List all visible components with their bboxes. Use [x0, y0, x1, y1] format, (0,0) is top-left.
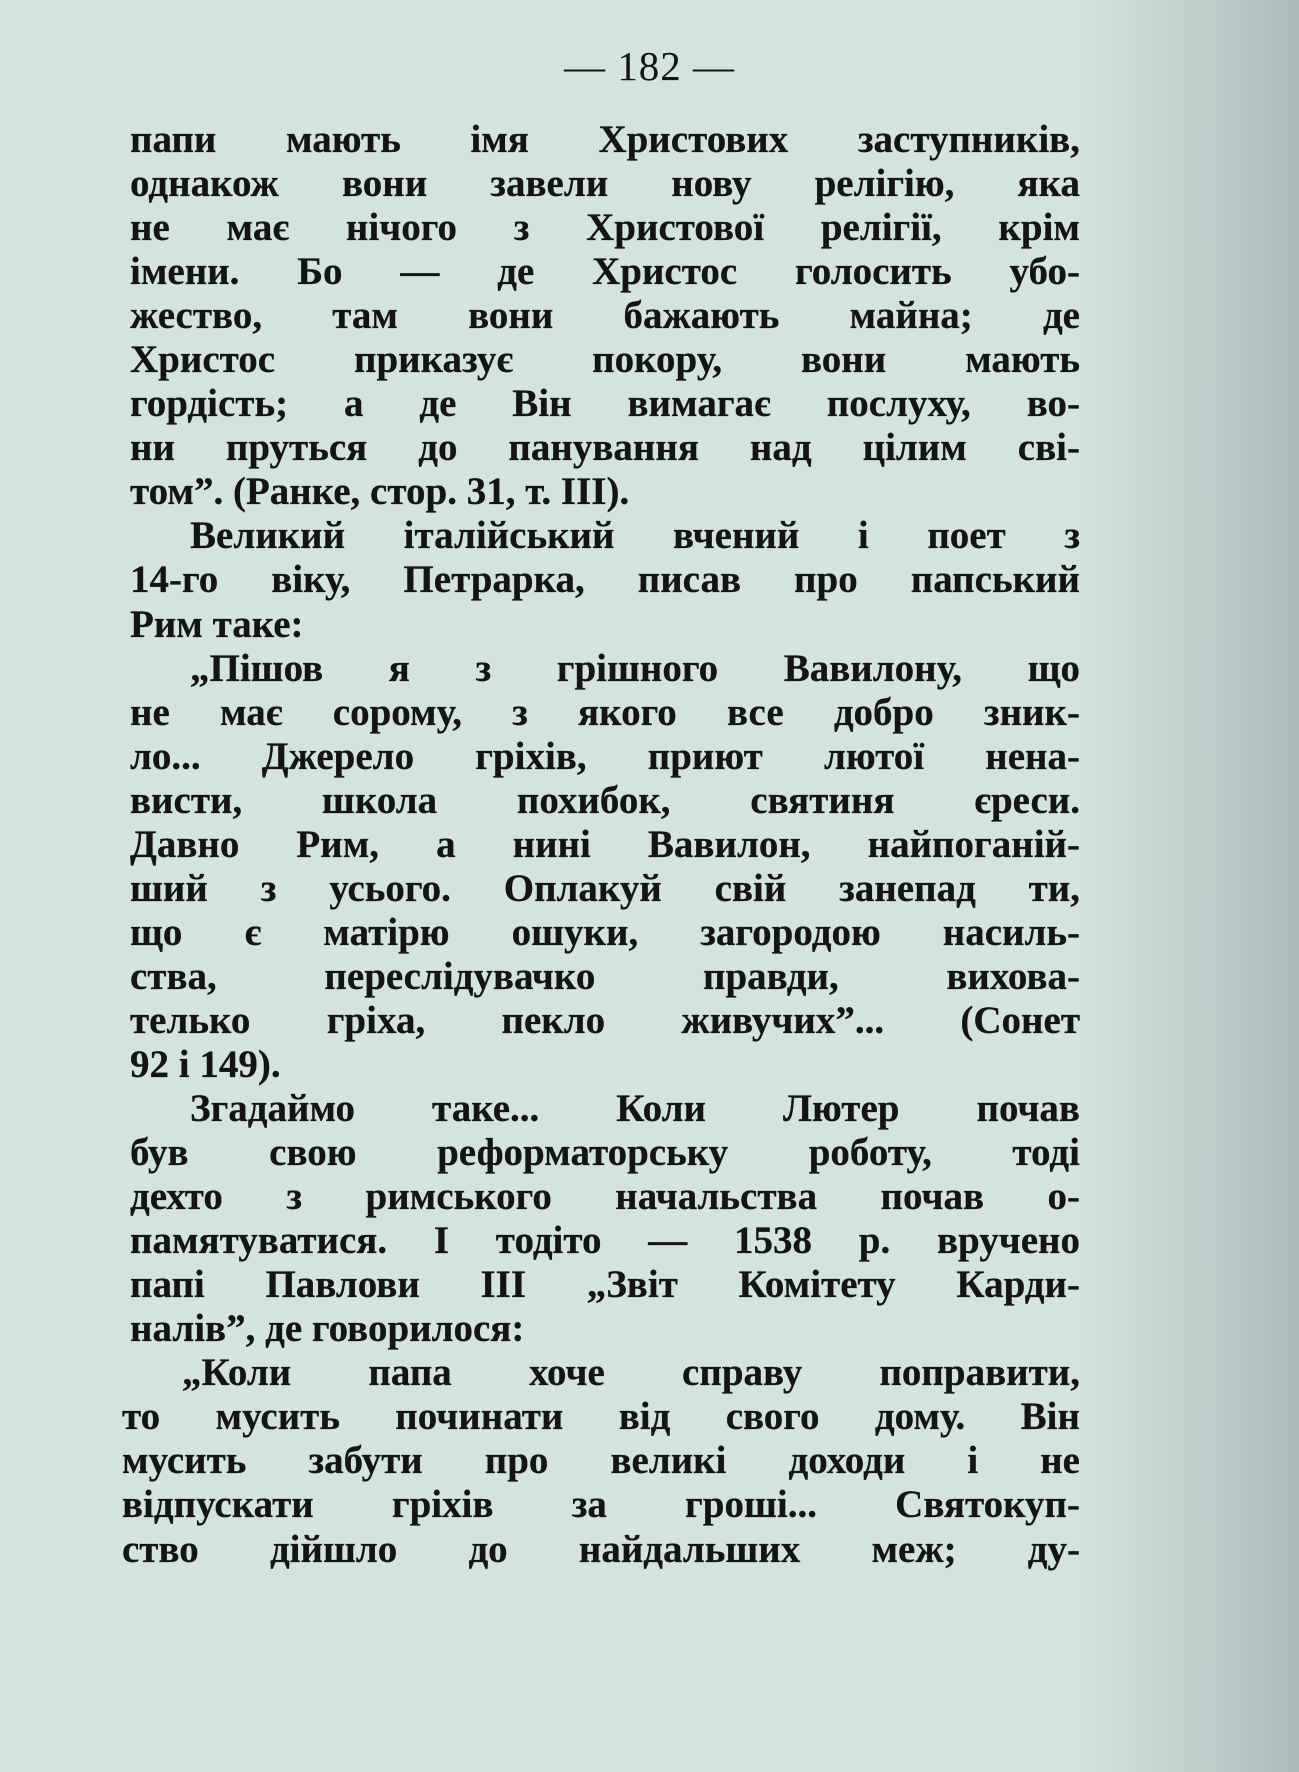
- text-line: жество, там вони бажають майна; де: [130, 294, 1080, 338]
- page-number: — 182 —: [564, 43, 735, 89]
- text-line: Згадаймо таке... Коли Лютер почав: [190, 1087, 1080, 1131]
- text-line: гордість; а де Він вимагає послуху, во-: [130, 382, 1080, 426]
- text-line: висти, школа похибок, святиня єреси.: [130, 778, 1080, 822]
- text-line: „Пішов я з грішного Вавилону, що: [190, 646, 1080, 690]
- text-line: папи мають імя Христових заступників,: [130, 118, 1080, 161]
- text-line: однакож вони завели нову релігію, яка: [130, 162, 1080, 206]
- text-line: телько гріха, пекло живучих”... (Сонет: [130, 998, 1080, 1042]
- text-line: мусить забути про великі доходи і не: [122, 1439, 1080, 1483]
- text-line: ство дійшло до найдальших меж; ду-: [122, 1527, 1080, 1571]
- text-line: Великий італійський вчений і поет з: [190, 514, 1080, 558]
- text-line: не має сорому, з якого все добро зник-: [130, 690, 1080, 734]
- text-line: том”. (Ранке, стор. 31, т. III).: [130, 470, 630, 514]
- text-line: дехто з римського начальства почав о-: [130, 1175, 1080, 1219]
- text-line: 14-го віку, Петрарка, писав про папський: [130, 558, 1080, 602]
- body-text: [122, 118, 1080, 1572]
- text-line: Рим таке:: [130, 602, 304, 646]
- text-line: налів”, де говорилося:: [130, 1307, 525, 1351]
- text-line: ший з усього. Оплакуй свій занепад ти,: [130, 866, 1080, 910]
- text-line: відпускати гріхів за гроші... Святокуп-: [122, 1483, 1080, 1527]
- text-line: що є матірю ошуки, загородою насиль-: [130, 910, 1080, 954]
- text-line: „Коли папа хоче справу поправити,: [182, 1351, 1080, 1395]
- text-line: не має нічого з Христової релігії, крім: [130, 206, 1080, 250]
- text-line: папі Павлови III „Звіт Комітету Карди-: [130, 1263, 1080, 1307]
- book-page: [0, 22, 1299, 1762]
- text-line: то мусить починати від свого дому. Він: [122, 1395, 1080, 1439]
- text-line: був свою реформаторську роботу, тоді: [130, 1131, 1080, 1175]
- text-line: 92 і 149).: [130, 1042, 281, 1086]
- text-line: ни пруться до панування над цілим сві-: [130, 426, 1080, 470]
- text-line: Давно Рим, а нині Вавилон, найпоганій-: [130, 822, 1080, 866]
- text-line: Христос приказує покору, вони мають: [130, 338, 1080, 382]
- text-line: ло... Джерело гріхів, приют лютої нена-: [130, 734, 1080, 778]
- text-line: ства, переслідувачко правди, вихова-: [130, 954, 1080, 998]
- text-line: памятуватися. І тодіто — 1538 р. вручено: [130, 1219, 1080, 1263]
- text-line: імени. Бо — де Христос голосить убо-: [130, 250, 1080, 294]
